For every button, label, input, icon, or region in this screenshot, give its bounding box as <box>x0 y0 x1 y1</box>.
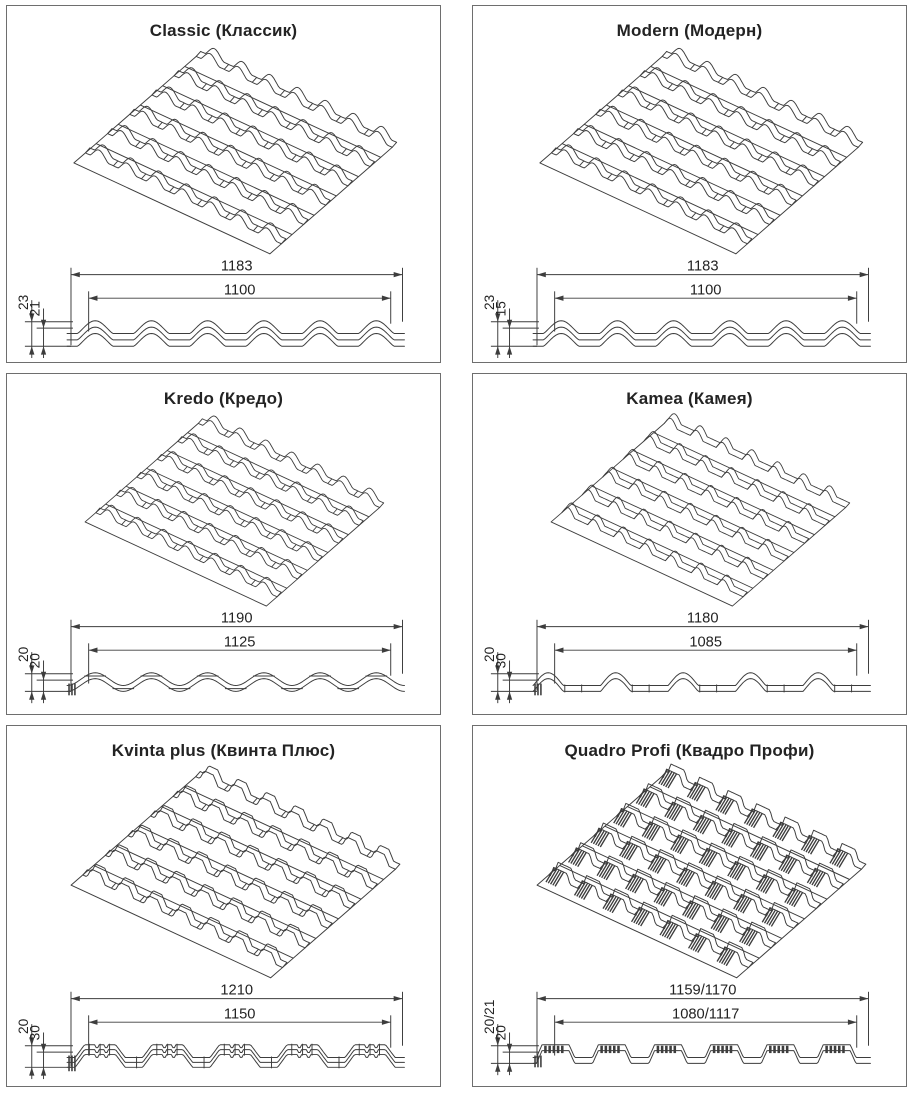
isometric-drawing <box>473 43 906 257</box>
dim-height-left: 20 <box>15 646 31 662</box>
dim-cover-width: 1100 <box>223 282 256 299</box>
dim-total-width: 1183 <box>686 258 719 275</box>
panel-title: Kvinta plus (Квинта Плюс) <box>111 741 336 760</box>
panel-title: Modern (Модерн) <box>616 21 763 40</box>
isometric-drawing <box>473 411 906 609</box>
panel-modern <box>472 5 907 363</box>
profile-drawing <box>7 981 440 1083</box>
dim-height-left: 23 <box>15 294 31 310</box>
panel-title: Classic (Классик) <box>149 21 298 40</box>
isometric-drawing <box>7 411 440 609</box>
panel-kredo <box>6 373 441 715</box>
dim-cover-width: 1150 <box>223 1006 256 1023</box>
dim-total-width: 1183 <box>220 258 253 275</box>
dim-total-width: 1210 <box>220 982 254 999</box>
panel-quadro-profi <box>472 725 907 1087</box>
dim-height-right: 21 <box>27 301 43 317</box>
profile-drawing <box>7 609 440 711</box>
dim-height-right: 30 <box>493 653 509 669</box>
profile-drawing <box>473 981 906 1083</box>
panel-classic <box>6 5 441 363</box>
dim-height-left: 20 <box>15 1018 31 1034</box>
profile-drawing <box>473 609 906 711</box>
profile-drawing <box>473 257 906 359</box>
dim-cover-width: 1125 <box>223 634 256 651</box>
panel-kamea <box>472 373 907 715</box>
dim-total-width: 1190 <box>220 610 253 627</box>
dim-height-left: 23 <box>481 294 497 310</box>
dim-height-left: 20/21 <box>481 999 497 1034</box>
isometric-drawing <box>473 763 906 981</box>
panel-kvinta-plus <box>6 725 441 1087</box>
isometric-drawing <box>7 763 440 981</box>
dim-cover-width: 1085 <box>689 634 723 651</box>
dim-height-right: 15 <box>493 301 509 317</box>
dim-height-right: 30 <box>27 1025 43 1041</box>
dim-cover-width: 1100 <box>689 282 722 299</box>
dim-total-width: 1159/1170 <box>669 982 737 999</box>
dim-height-right: 20 <box>493 1025 509 1041</box>
dim-height-right: 20 <box>27 653 43 669</box>
panel-title: Quadro Profi (Квадро Профи) <box>564 741 815 760</box>
panel-title: Kamea (Камея) <box>626 389 753 408</box>
dim-height-left: 20 <box>481 646 497 662</box>
dim-cover-width: 1080/1117 <box>672 1006 740 1023</box>
profile-drawing <box>7 257 440 359</box>
panel-title: Kredo (Кредо) <box>163 389 284 408</box>
dim-total-width: 1180 <box>686 610 719 627</box>
isometric-drawing <box>7 43 440 257</box>
